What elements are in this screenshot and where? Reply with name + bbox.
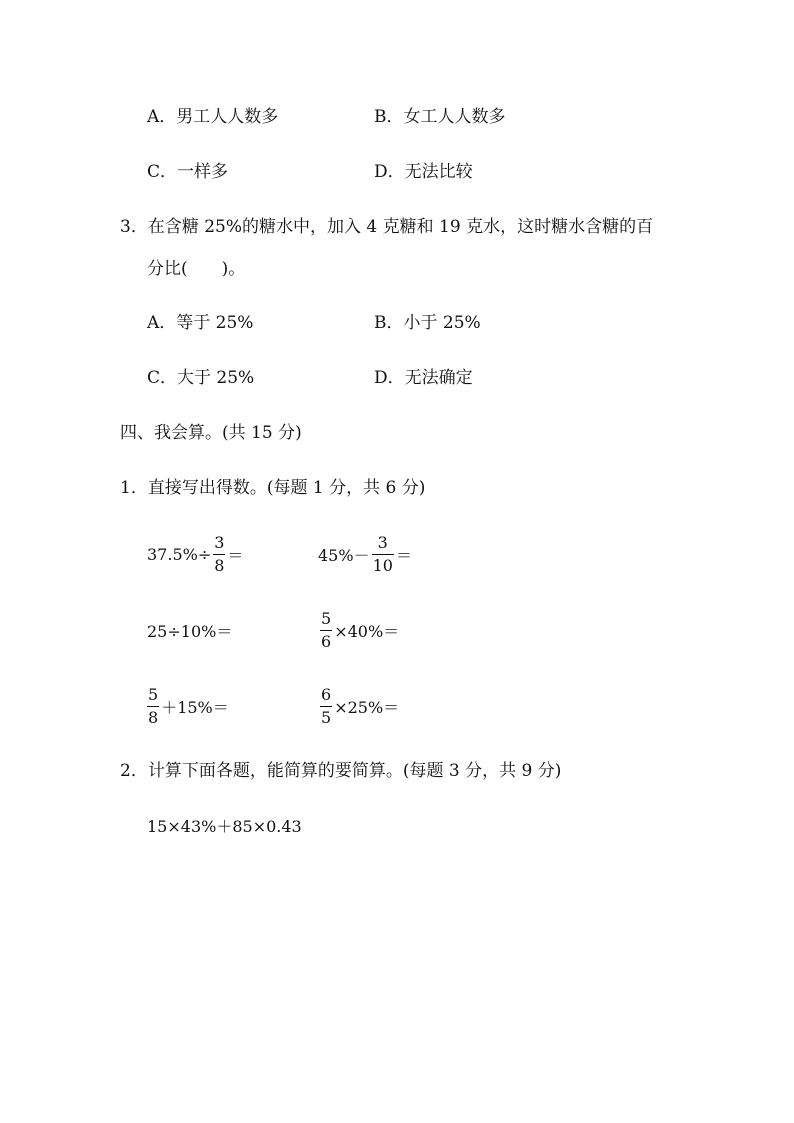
fraction-numerator: 5 — [148, 684, 159, 704]
calc-r2c1 — [147, 606, 232, 654]
fraction-numerator: 6 — [321, 684, 332, 704]
fraction-denominator: 10 — [372, 555, 393, 575]
fraction — [213, 532, 225, 575]
q3-option-b: B．小于 25% — [374, 313, 481, 333]
calc-r3c2-post: ×25%＝ — [334, 697, 400, 717]
calc-r3c2 — [318, 682, 399, 730]
calc-r3c1-post: ＋15%＝ — [161, 697, 229, 717]
q2-option-c: C．一样多 — [147, 162, 229, 182]
calc-r2c1-text: 25÷10%＝ — [147, 621, 233, 641]
part-2-title: 2．计算下面各题，能简算的要简算。(每题 3 分，共 9 分) — [120, 761, 562, 781]
q2-option-d: D．无法比较 — [374, 162, 473, 182]
fraction-numerator: 3 — [377, 532, 388, 552]
q3-stem-line1: 3．在含糖 25%的糖水中，加入 4 克糖和 19 克水，这时糖水含糖的百 — [120, 217, 654, 237]
calc-r1c2-pre: 45%－ — [318, 545, 370, 565]
calc-r2c2-post: ×40%＝ — [334, 621, 400, 641]
fraction-denominator: 5 — [321, 707, 332, 727]
q3-option-a: A．等于 25% — [147, 313, 254, 333]
q3-option-d: D．无法确定 — [374, 368, 473, 388]
fraction-denominator: 8 — [214, 555, 225, 575]
fraction-denominator: 6 — [321, 631, 332, 651]
calc-r1c1 — [147, 530, 243, 578]
calc-r1c2 — [318, 530, 412, 578]
fraction — [320, 684, 332, 727]
q2-option-a: A．男工人人数多 — [147, 107, 279, 127]
fraction-numerator: 3 — [214, 532, 225, 552]
fraction-denominator: 8 — [148, 707, 159, 727]
fraction — [372, 532, 394, 575]
calc-r1c2-post: ＝ — [395, 545, 412, 565]
fraction — [320, 608, 332, 651]
calc-r1c1-pre: 37.5%÷ — [147, 544, 212, 564]
q2-option-b: B．女工人人数多 — [374, 107, 506, 127]
q3-option-c: C．大于 25% — [147, 368, 255, 388]
fraction-numerator: 5 — [321, 608, 332, 628]
calc-r2c2 — [318, 606, 399, 654]
section-4-title: 四、我会算。(共 15 分) — [120, 423, 302, 443]
calc-r1c1-post: ＝ — [227, 545, 244, 565]
part-1-title: 1．直接写出得数。(每题 1 分，共 6 分) — [120, 478, 426, 498]
fraction — [147, 684, 159, 727]
part-2-expression: 15×43%＋85×0.43 — [147, 817, 302, 836]
calc-r3c1 — [145, 682, 229, 730]
q3-stem-line2: 分比( )。 — [147, 259, 246, 279]
